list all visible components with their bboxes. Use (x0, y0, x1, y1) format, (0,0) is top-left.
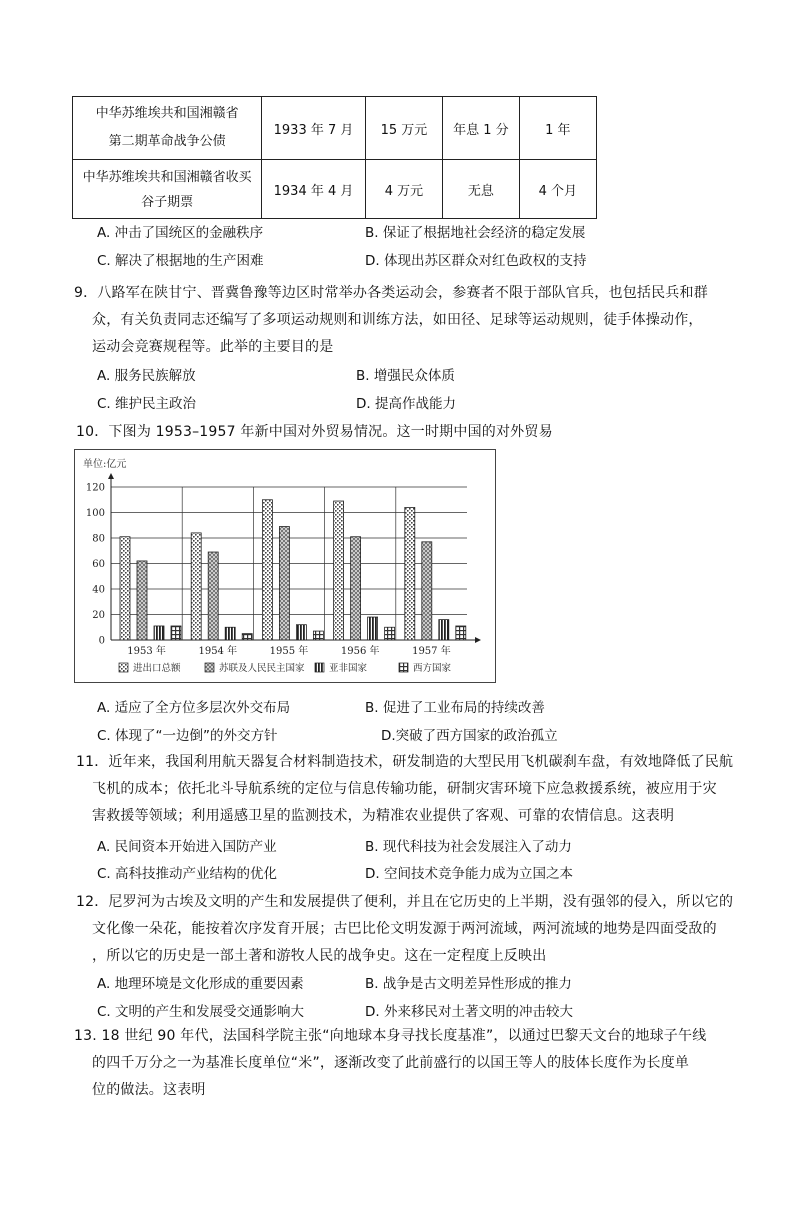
q10-option-b[interactable]: B. 促进了工业布局的持续改善 (365, 700, 545, 716)
y-tick-label: 120 (85, 482, 105, 494)
bond-name-line2: 谷子期票 (141, 195, 194, 210)
q13-stem-line1: 13. 18 世纪 90 年代，法国科学院主张“向地球本身寻找长度基准”，以通过巴黎天文台的地球子午线 (74, 1028, 707, 1044)
legend-swatch (315, 663, 324, 672)
bar (208, 552, 218, 640)
bar (351, 537, 361, 640)
q8-option-b[interactable]: B. 保证了根据地社会经济的稳定发展 (365, 225, 586, 241)
x-tick-label: 1957 年 (412, 646, 451, 657)
bar (334, 501, 344, 640)
q11-stem-line1: 11．近年来，我国利用航天器复合材料制造技术，研发制造的大型民用飞机碳刹车盘，有效地降低了民航 (76, 754, 734, 770)
q9-stem-line2: 众，有关负责同志还编写了多项运动规则和训练方法，如田径、足球等运动规则，徒手体操动作， (92, 312, 703, 328)
y-axis-arrow (108, 473, 114, 479)
legend-swatch (119, 663, 128, 672)
q9-option-d[interactable]: D. 提高作战能力 (356, 396, 456, 412)
x-tick-label: 1956 年 (340, 646, 380, 657)
q12-stem-line1: 12．尼罗河为古埃及文明的产生和发展提供了便利，并且在它历史的上半期，没有强邻的侵入，所以它的 (76, 894, 734, 910)
bond-date: 1933 年 7 月 (262, 97, 365, 160)
q11-stem-line2: 飞机的成本；依托北斗导航系统的定位与信息传输功能，研制灾害环境下应急救援系统，被应用于灾 (92, 781, 717, 797)
bar (225, 627, 235, 640)
table-row (73, 97, 597, 160)
q8-option-d[interactable]: D. 体现出苏区群众对红色政权的支持 (365, 253, 587, 269)
bond-name-cell (73, 160, 262, 219)
q12-stem-line2: 文化像一朵花，能按着次序发育开展；古巴比伦文明发源于两河流域，两河流域的地势是四面受敌的 (92, 921, 717, 937)
q9-stem-line3: 运动会竞赛规程等。此举的主要目的是 (92, 339, 334, 355)
q10-option-c[interactable]: C. 体现了“一边倒”的外交方针 (97, 728, 278, 744)
q8-option-a[interactable]: A. 冲击了国统区的金融秩序 (97, 225, 264, 241)
q13-stem-line2: 的四千万分之一为基准长度单位“米”，逐渐改变了此前盛行的以国王等人的肢体长度作为长度单 (92, 1055, 690, 1071)
bar (456, 626, 466, 640)
q10-option-d[interactable]: D.突破了西方国家的政治孤立 (381, 728, 558, 744)
y-tick-label: 20 (92, 610, 105, 621)
q11-option-c[interactable]: C. 高科技推动产业结构的优化 (97, 866, 278, 882)
bond-name-cell (73, 97, 262, 160)
bar (262, 500, 272, 640)
x-tick-label: 1955 年 (269, 646, 309, 657)
bond-interest: 无息 (443, 160, 519, 219)
q10-stem: 10．下图为 1953–1957 年新中国对外贸易情况。这一时期中国的对外贸易 (76, 424, 553, 440)
q9-option-b[interactable]: B. 增强民众体质 (356, 368, 455, 384)
q13-stem-line3: 位的做法。这表明 (92, 1082, 206, 1098)
q12-option-b[interactable]: B. 战争是古文明差异性形成的推力 (365, 976, 572, 992)
legend-label: 西方国家 (413, 663, 452, 674)
bond-table (72, 96, 597, 219)
bond-amount: 15 万元 (365, 97, 442, 160)
q11-option-b[interactable]: B. 现代科技为社会发展注入了动力 (365, 839, 572, 855)
bar (405, 507, 415, 640)
chart-unit-label: 单位:亿元 (83, 459, 127, 470)
bar (154, 626, 164, 640)
table-row (73, 160, 597, 219)
q11-option-a[interactable]: A. 民间资本开始进入国防产业 (97, 839, 277, 855)
legend-swatch (205, 663, 214, 672)
y-tick-label: 80 (92, 533, 105, 545)
q12-option-d[interactable]: D. 外来移民对土著文明的冲击较大 (365, 1004, 573, 1020)
legend-label: 苏联及人民民主国家 (219, 663, 305, 674)
bond-name-line1: 中华苏维埃共和国湘赣省 (95, 106, 239, 121)
q11-stem-line3: 害救援等领域；利用遥感卫星的监测技术，为精准农业提供了客观、可靠的农情信息。这表明 (92, 808, 675, 824)
bar (296, 625, 306, 640)
bar (385, 627, 395, 640)
legend-label: 进出口总额 (133, 663, 181, 674)
bar (313, 631, 323, 640)
q10-option-a[interactable]: A. 适应了全方位多层次外交布局 (97, 700, 291, 716)
trade-chart-svg (75, 450, 495, 682)
q9-option-a[interactable]: A. 服务民族解放 (97, 368, 196, 384)
bar (368, 617, 378, 640)
bond-interest: 年息 1 分 (443, 97, 519, 160)
bar (242, 634, 252, 640)
x-axis-arrow (475, 637, 481, 643)
bond-date: 1934 年 4 月 (262, 160, 365, 219)
bar (120, 537, 130, 640)
bond-name-line1: 中华苏维埃共和国湘赣省收买 (82, 170, 252, 185)
legend-label: 亚非国家 (329, 663, 368, 674)
bond-amount: 4 万元 (365, 160, 442, 219)
bond-name-line2: 第二期革命战争公债 (108, 134, 226, 149)
y-tick-label: 40 (92, 584, 105, 596)
bar (279, 527, 289, 640)
bar (439, 620, 449, 640)
bar (137, 561, 147, 640)
x-tick-label: 1953 年 (127, 646, 166, 657)
q9-stem-line1: 9．八路军在陕甘宁、晋冀鲁豫等边区时常举办各类运动会，参赛者不限于部队官兵，也包括民兵和群 (74, 285, 708, 301)
y-tick-label: 0 (98, 635, 105, 647)
bar (171, 626, 181, 640)
bar (422, 542, 432, 640)
x-tick-label: 1954 年 (198, 646, 238, 657)
y-tick-label: 100 (85, 508, 105, 519)
y-tick-label: 60 (92, 559, 105, 570)
legend-swatch (399, 663, 408, 672)
q8-option-c[interactable]: C. 解决了根据地的生产困难 (97, 253, 264, 269)
bar (191, 533, 201, 640)
bond-term: 1 年 (519, 97, 596, 160)
q12-stem-line3: ，所以它的历史是一部土著和游牧人民的战争史。这在一定程度上反映出 (92, 948, 547, 964)
q11-option-d[interactable]: D. 空间技术竞争能力成为立国之本 (365, 866, 573, 882)
q9-option-c[interactable]: C. 维护民主政治 (97, 396, 197, 412)
q12-option-a[interactable]: A. 地理环境是文化形成的重要因素 (97, 976, 304, 992)
q12-option-c[interactable]: C. 文明的产生和发展受交通影响大 (97, 1004, 305, 1020)
trade-chart (74, 449, 496, 683)
bond-term: 4 个月 (519, 160, 596, 219)
